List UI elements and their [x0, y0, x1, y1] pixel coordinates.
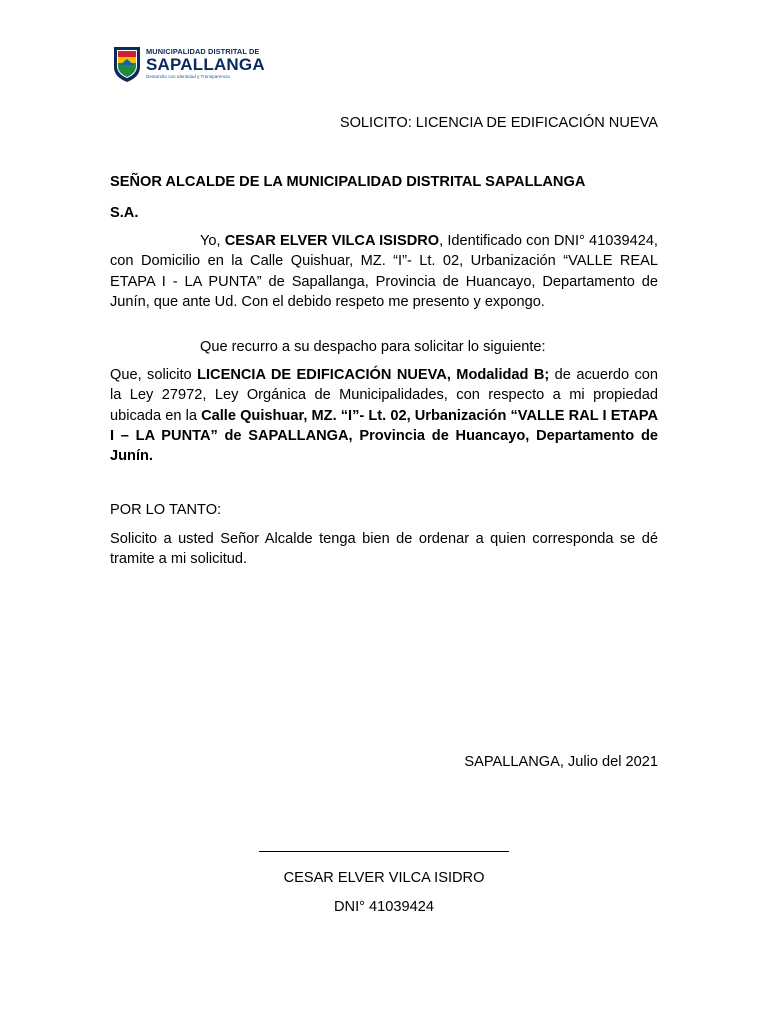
applicant-name: CESAR ELVER VILCA ISISDRO	[224, 233, 440, 249]
license-text-a: Que, solicito	[110, 367, 198, 383]
license-text-b: de acuerdo con la Ley 27972, Ley Orgánica de Municipalidades, con respecto a mi propiedad ubicada en la	[110, 367, 659, 424]
signature-line	[259, 851, 509, 852]
signature-dni: DNI° 41039424	[334, 899, 434, 915]
subject-line: SOLICITO: LICENCIA DE EDIFICACIÓN NUEVA	[339, 115, 658, 131]
salutation: S.A.	[110, 205, 139, 221]
paragraph-license	[110, 365, 658, 466]
signature-name: CESAR ELVER VILCA ISIDRO	[283, 870, 485, 886]
paragraph-request: Que recurro a su despacho para solicitar lo siguiente:	[200, 339, 546, 355]
property-address: Calle Quishuar, MZ. “I”- Lt. 02, Urbanización “VALLE RAL I ETAPA I – LA PUNTA” de SAPALLANGA, Provincia de Huancayo, Departamento de Junín.	[110, 407, 658, 465]
addressee: SEÑOR ALCALDE DE LA MUNICIPALIDAD DISTRITAL SAPALLANGA	[110, 174, 586, 190]
municipality-logo	[112, 44, 282, 84]
paragraph-intro	[110, 231, 658, 312]
logo-line-top: MUNICIPALIDAD DISTRITAL DE	[146, 47, 260, 56]
intro-text-b: , Identificado con DNI° 41039424, con Domicilio en la Calle Quishuar, MZ. “I”- Lt. 02, Urbanización “VALLE REAL ETAPA I - LA PUNTA” de Sapallanga, Provincia de Huancayo, Departamento de Junín, que ante Ud. Con el debido respeto me presento y expongo.	[110, 233, 658, 310]
shield-icon	[112, 45, 142, 83]
license-type: LICENCIA DE EDIFICACIÓN NUEVA, Modalidad B;	[197, 367, 550, 383]
paragraph-closing: Solicito a usted Señor Alcalde tenga bien de ordenar a quien corresponda se dé tramite a mi solicitud.	[110, 531, 658, 568]
intro-text-a: Yo,	[200, 233, 225, 249]
logo-line-name: SAPALLANGA	[146, 55, 265, 75]
therefore-heading: POR LO TANTO:	[110, 502, 222, 518]
logo-line-slogan: Desarrollo con Identidad y Transparencia	[146, 74, 230, 80]
date-line: SAPALLANGA, Julio del 2021	[464, 754, 658, 770]
